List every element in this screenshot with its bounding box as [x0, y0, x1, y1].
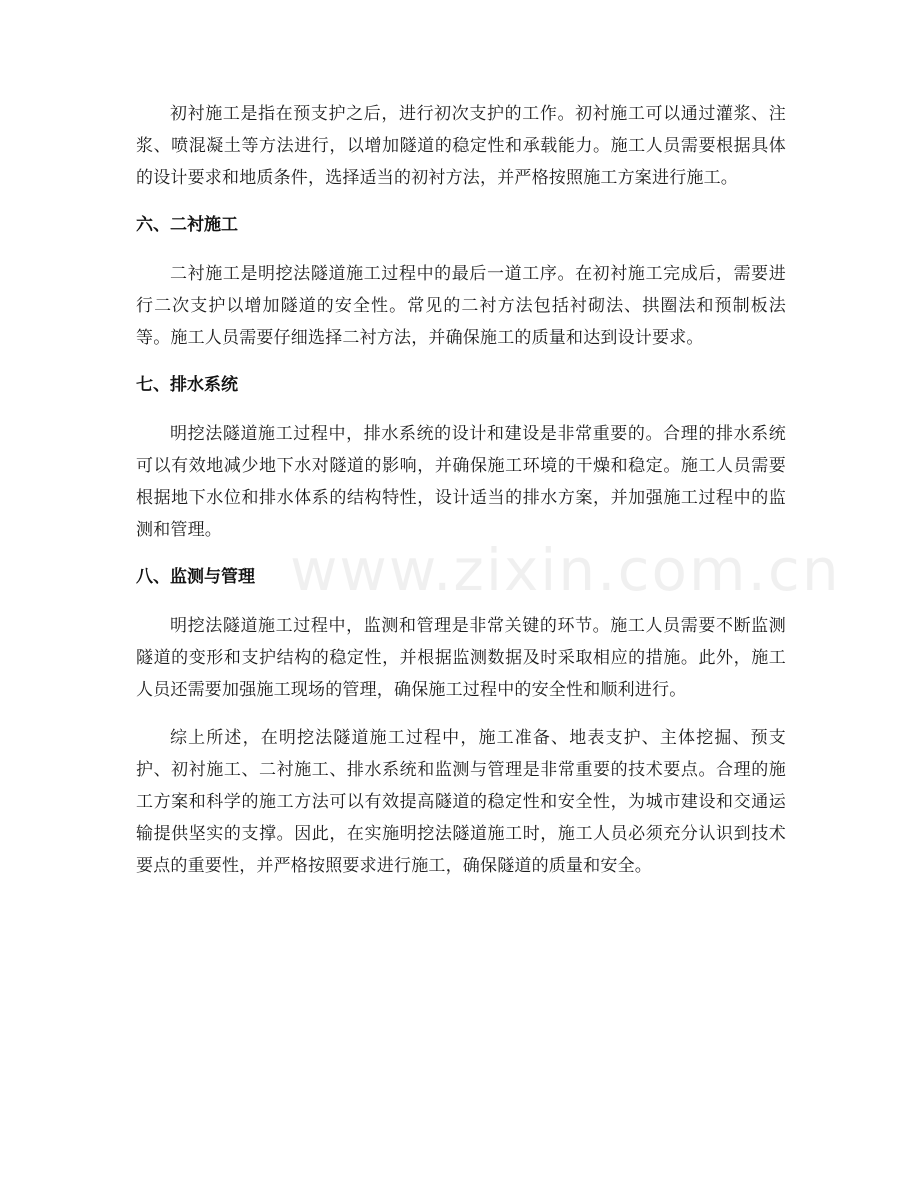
document-body [136, 98, 786, 898]
heading-monitoring-management: 八、监测与管理 [136, 567, 255, 587]
paragraph-drainage-system: 明挖法隧道施工过程中，排水系统的设计和建设是非常重要的。合理的排水系统可以有效地减少地下水对隧道的影响，并确保施工环境的干燥和稳定。施工人员需要根据地下水位和排水体系的结构特性，设计适当的排水方案，并加强施工过程中的监测和管理。 [136, 424, 786, 540]
heading-drainage-system: 七、排水系统 [136, 375, 238, 395]
watermark: www.zixin.com.cn [290, 536, 841, 604]
paragraph-conclusion: 综上所述，在明挖法隧道施工过程中，施工准备、地表支护、主体挖掘、预支护、初衬施工、二衬施工、排水系统和监测与管理是非常重要的技术要点。合理的施工方案和科学的施工方法可以有效提高隧道的稳定性和安全性，为城市建设和交通运输提供坚实的支撑。因此，在实施明挖法隧道施工时，施工人员必须充分认识到技术要点的重要性，并严格按照要求进行施工，确保隧道的质量和安全。 [136, 728, 786, 876]
paragraph-primary-lining: 初衬施工是指在预支护之后，进行初次支护的工作。初衬施工可以通过灌浆、注浆、喷混凝土等方法进行，以增加隧道的稳定性和承载能力。施工人员需要根据具体的设计要求和地质条件，选择适当的初衬方法，并严格按照施工方案进行施工。 [136, 104, 786, 188]
heading-secondary-lining: 六、二衬施工 [136, 215, 238, 235]
paragraph-secondary-lining: 二衬施工是明挖法隧道施工过程中的最后一道工序。在初衬施工完成后，需要进行二次支护以增加隧道的安全性。常见的二衬方法包括衬砌法、拱圈法和预制板法等。施工人员需要仔细选择二衬方法，并确保施工的质量和达到设计要求。 [136, 264, 786, 348]
paragraph-monitoring-management: 明挖法隧道施工过程中，监测和管理是非常关键的环节。施工人员需要不断监测隧道的变形和支护结构的稳定性，并根据监测数据及时采取相应的措施。此外，施工人员还需要加强施工现场的管理，确保施工过程中的安全性和顺利进行。 [136, 616, 786, 700]
